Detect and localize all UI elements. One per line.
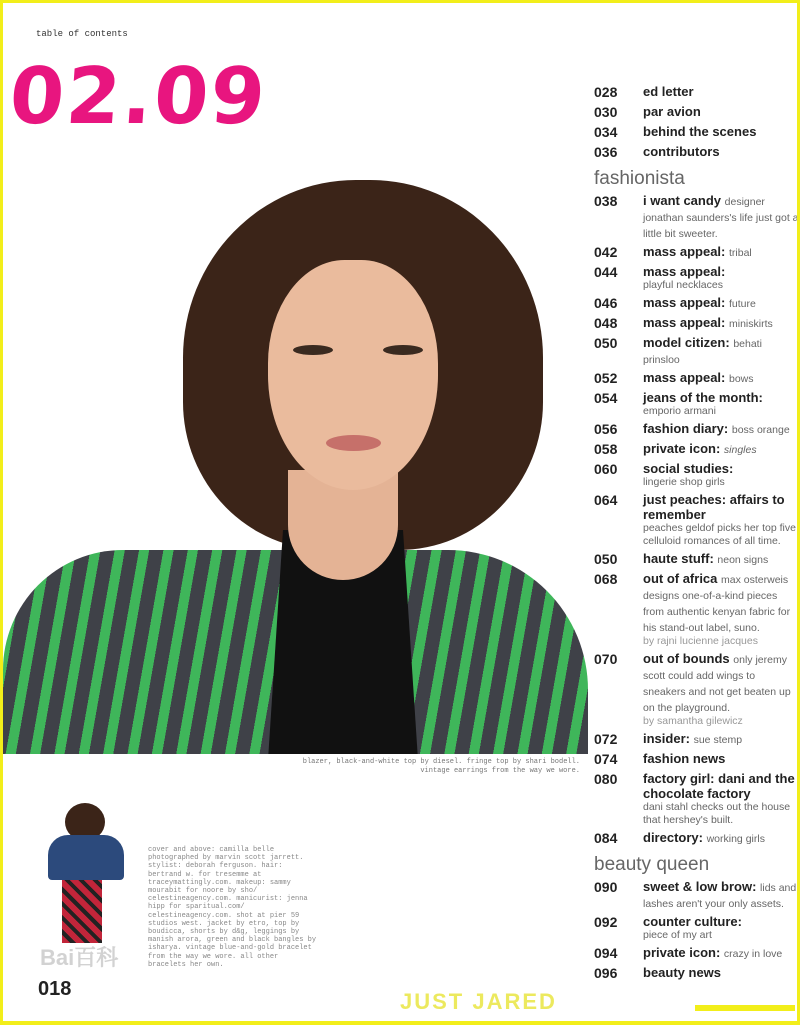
- entry-body: [643, 124, 800, 141]
- toc-entry[interactable]: [594, 945, 800, 962]
- entry-body: [643, 193, 800, 241]
- section-kicker: table of contents: [36, 29, 128, 39]
- entry-byline: by rajni lucienne jacques: [643, 635, 758, 647]
- left-eye: [293, 345, 333, 355]
- entry-desc: future: [729, 298, 756, 310]
- toc-entry[interactable]: [594, 390, 800, 418]
- entry-title-text: sweet & low brow:: [643, 879, 757, 894]
- toc-entry[interactable]: [594, 84, 800, 101]
- entry-title-text: jeans of the month:: [643, 390, 763, 405]
- entry-body: [643, 965, 800, 982]
- entry-body: [643, 551, 800, 568]
- entry-desc: peaches geldof picks her top five celluloid romances of all time.: [643, 522, 796, 547]
- entry-body: [643, 244, 800, 261]
- page-num: 030: [594, 104, 618, 120]
- entry-desc: designer jonathan saunders's life just got a little bit sweeter.: [643, 196, 799, 240]
- baidu-watermark: Bai百科: [40, 945, 119, 970]
- entry-title-text: directory:: [643, 830, 703, 845]
- toc-entry[interactable]: [594, 264, 800, 292]
- entry-body: [643, 84, 800, 101]
- entry-title: [643, 390, 800, 405]
- page-num: 044: [594, 264, 618, 280]
- entry-title: [643, 124, 800, 139]
- page-num: 042: [594, 244, 618, 260]
- entry-body: [643, 492, 800, 548]
- entry-title-text: fashion diary:: [643, 421, 729, 436]
- right-eye: [383, 345, 423, 355]
- page-num: 064: [594, 492, 618, 508]
- entry-title-text: insider:: [643, 731, 690, 746]
- page-num: 074: [594, 751, 618, 767]
- entry-title: [643, 571, 800, 635]
- entry-desc: miniskirts: [729, 318, 773, 330]
- entry-title: [643, 295, 800, 311]
- entry-title-text: mass appeal:: [643, 370, 726, 385]
- entry-body: [643, 751, 800, 768]
- toc-entry[interactable]: [594, 751, 800, 768]
- toc-entry[interactable]: [594, 315, 800, 332]
- page-num: 050: [594, 551, 618, 567]
- entry-body: [643, 461, 800, 489]
- entry-body: [643, 390, 800, 418]
- toc-entry[interactable]: [594, 441, 800, 458]
- entry-title: [643, 945, 800, 961]
- entry-title-text: fashion news: [643, 751, 726, 766]
- entry-title-text: i want candy: [643, 193, 722, 208]
- entry-desc: neon signs: [717, 554, 769, 566]
- entry-title: [643, 144, 800, 159]
- entry-title: [643, 335, 800, 367]
- entry-title: [643, 731, 800, 747]
- entry-title: [643, 879, 800, 911]
- entry-title-text: par avion: [643, 104, 701, 119]
- photo-credits: cover and above: camilla belle photographed by marvin scott jarrett. stylist: deborah ferguson. hair: bertrand w. for tresemme at traceymattingly.com. makeup: sammy mourabit for noore by sho/ celestineagency.com. manicurist: jenna hipp for sparitual.com/ celestineagency.com. shot at pier 59 studios west. jacket by etro, top by boudicca, shorts by d&g, leggings by manish arora, green and black bangles by isharya. vintage blue-and-gold bracelet from the way we wore. all other bracelets her own.: [148, 846, 317, 969]
- entry-byline: by samantha gilewicz: [643, 715, 743, 727]
- toc-entry[interactable]: [594, 295, 800, 312]
- entry-desc: playful necklaces: [643, 279, 723, 291]
- entry-desc: only jeremy scott could add wings to sneakers and not get beaten up on the playground.: [643, 654, 791, 714]
- page-num: 036: [594, 144, 618, 160]
- entry-title: [643, 441, 800, 457]
- page-num: 046: [594, 295, 618, 311]
- page-num: 072: [594, 731, 618, 747]
- toc-entry[interactable]: [594, 551, 800, 568]
- entry-body: [643, 295, 800, 312]
- entry-title-text: counter culture:: [643, 914, 742, 929]
- entry-body: [643, 571, 800, 648]
- entry-desc: dani stahl checks out the house that hershey's built.: [643, 801, 791, 826]
- entry-title: [643, 914, 800, 929]
- page-num: 050: [594, 335, 618, 351]
- lips: [326, 435, 381, 451]
- toc-entry[interactable]: [594, 731, 800, 748]
- entry-body: [643, 830, 800, 847]
- entry-title-text: mass appeal:: [643, 244, 726, 259]
- page-num: 092: [594, 914, 618, 930]
- page-num: 096: [594, 965, 618, 981]
- just-jared-watermark: JUST JARED: [400, 989, 557, 1014]
- toc-entry[interactable]: [594, 370, 800, 387]
- page-num: 028: [594, 84, 618, 100]
- entry-body: [643, 335, 800, 367]
- page-num: 080: [594, 771, 618, 787]
- face: [268, 260, 438, 490]
- entry-title: [643, 84, 800, 99]
- page-num: 038: [594, 193, 618, 209]
- entry-body: [643, 441, 800, 458]
- entry-title: [643, 315, 800, 331]
- thumbnail-photo: [40, 803, 130, 943]
- entry-title: [643, 771, 800, 801]
- entry-title-text: mass appeal:: [643, 315, 726, 330]
- entry-desc: singles: [723, 444, 757, 456]
- entry-body: [643, 914, 800, 942]
- entry-title-text: ed letter: [643, 84, 694, 99]
- entry-title: [643, 104, 800, 119]
- entry-body: [643, 370, 800, 387]
- toc-entry[interactable]: [594, 124, 800, 141]
- toc-entry[interactable]: [594, 335, 800, 367]
- entry-body: [643, 731, 800, 748]
- entry-title: [643, 461, 800, 476]
- entry-desc: max osterweis designs one-of-a-kind pieces from authentic kenyan fabric for his stand-out label, suno.: [643, 574, 791, 634]
- entry-body: [643, 879, 800, 911]
- toc-entry[interactable]: [594, 104, 800, 121]
- entry-desc: emporio armani: [643, 405, 716, 417]
- page-num: 048: [594, 315, 618, 331]
- entry-desc: working girls: [706, 833, 765, 845]
- toc-entry[interactable]: [594, 914, 800, 942]
- entry-desc: crazy in love: [723, 948, 783, 960]
- entry-title: [643, 965, 800, 980]
- page-num: 054: [594, 390, 618, 406]
- entry-title-text: behind the scenes: [643, 124, 757, 139]
- entry-body: [643, 264, 800, 292]
- toc-entry[interactable]: [594, 571, 800, 648]
- page-number: 018: [38, 978, 72, 1000]
- entry-body: [643, 421, 800, 438]
- entry-body: [643, 315, 800, 332]
- page-num: 094: [594, 945, 618, 961]
- entry-desc: tribal: [729, 247, 752, 259]
- entry-title-text: haute stuff:: [643, 551, 714, 566]
- entry-title: [643, 551, 800, 567]
- page-num: 070: [594, 651, 618, 667]
- entry-desc: boss orange: [731, 424, 790, 436]
- entry-desc: behati prinsloo: [643, 338, 762, 366]
- page-num: 090: [594, 879, 618, 895]
- entry-title: [643, 244, 800, 260]
- entry-title: [643, 830, 800, 846]
- toc-entry[interactable]: [594, 965, 800, 982]
- toc-entry[interactable]: [594, 421, 800, 438]
- entry-title: [643, 651, 800, 715]
- table-of-contents: [594, 84, 800, 985]
- toc-entry[interactable]: [594, 879, 800, 911]
- page-num: 052: [594, 370, 618, 386]
- entry-title: [643, 421, 800, 437]
- toc-entry[interactable]: [594, 244, 800, 261]
- entry-title: [643, 264, 800, 279]
- entry-title-text: social studies:: [643, 461, 734, 476]
- section-heading: beauty queen: [594, 854, 710, 875]
- toc-entry[interactable]: [594, 830, 800, 847]
- photo-caption: blazer, black-and-white top by diesel. fringe top by shari bodell. vintage earrings from the way we wore.: [302, 758, 580, 775]
- entry-desc: lids and lashes aren't your only assets.: [643, 882, 797, 910]
- entry-desc: bows: [729, 373, 754, 385]
- entry-body: [643, 945, 800, 962]
- entry-title-text: beauty news: [643, 965, 722, 980]
- entry-title: [643, 370, 800, 386]
- toc-entry[interactable]: [594, 144, 800, 161]
- entry-title-text: factory girl: dani and the chocolate factory: [643, 771, 795, 801]
- entry-title-text: just peaches: affairs to remember: [643, 492, 785, 522]
- page-num: 034: [594, 124, 618, 140]
- entry-title-text: out of bounds: [643, 651, 730, 666]
- entry-body: [643, 104, 800, 121]
- entry-title-text: mass appeal:: [643, 295, 726, 310]
- entry-body: [643, 771, 800, 827]
- entry-desc: lingerie shop girls: [643, 476, 725, 488]
- entry-title-text: private icon:: [643, 441, 721, 456]
- entry-title-text: mass appeal:: [643, 264, 726, 279]
- entry-desc: sue stemp: [693, 734, 743, 746]
- page-num: 060: [594, 461, 618, 477]
- page-num: 084: [594, 830, 618, 846]
- entry-title-text: contributors: [643, 144, 720, 159]
- page-num: 058: [594, 441, 618, 457]
- toc-entry[interactable]: [594, 492, 800, 548]
- entry-title: [643, 193, 800, 241]
- cover-photo: [3, 150, 588, 754]
- entry-title: [643, 751, 800, 766]
- entry-body: [643, 144, 800, 161]
- toc-entry[interactable]: [594, 193, 800, 241]
- page-num: 056: [594, 421, 618, 437]
- entry-body: [643, 651, 800, 728]
- arrow-mark: [695, 1005, 795, 1011]
- entry-title: [643, 492, 800, 522]
- page-num: 068: [594, 571, 618, 587]
- entry-title-text: out of africa: [643, 571, 718, 586]
- entry-desc: piece of my art: [643, 929, 712, 941]
- issue-date: 02.09: [6, 52, 270, 142]
- toc-entry[interactable]: [594, 461, 800, 489]
- entry-title-text: model citizen:: [643, 335, 730, 350]
- entry-title-text: private icon:: [643, 945, 721, 960]
- toc-entry[interactable]: [594, 651, 800, 728]
- section-heading: fashionista: [594, 168, 685, 189]
- toc-entry[interactable]: [594, 771, 800, 827]
